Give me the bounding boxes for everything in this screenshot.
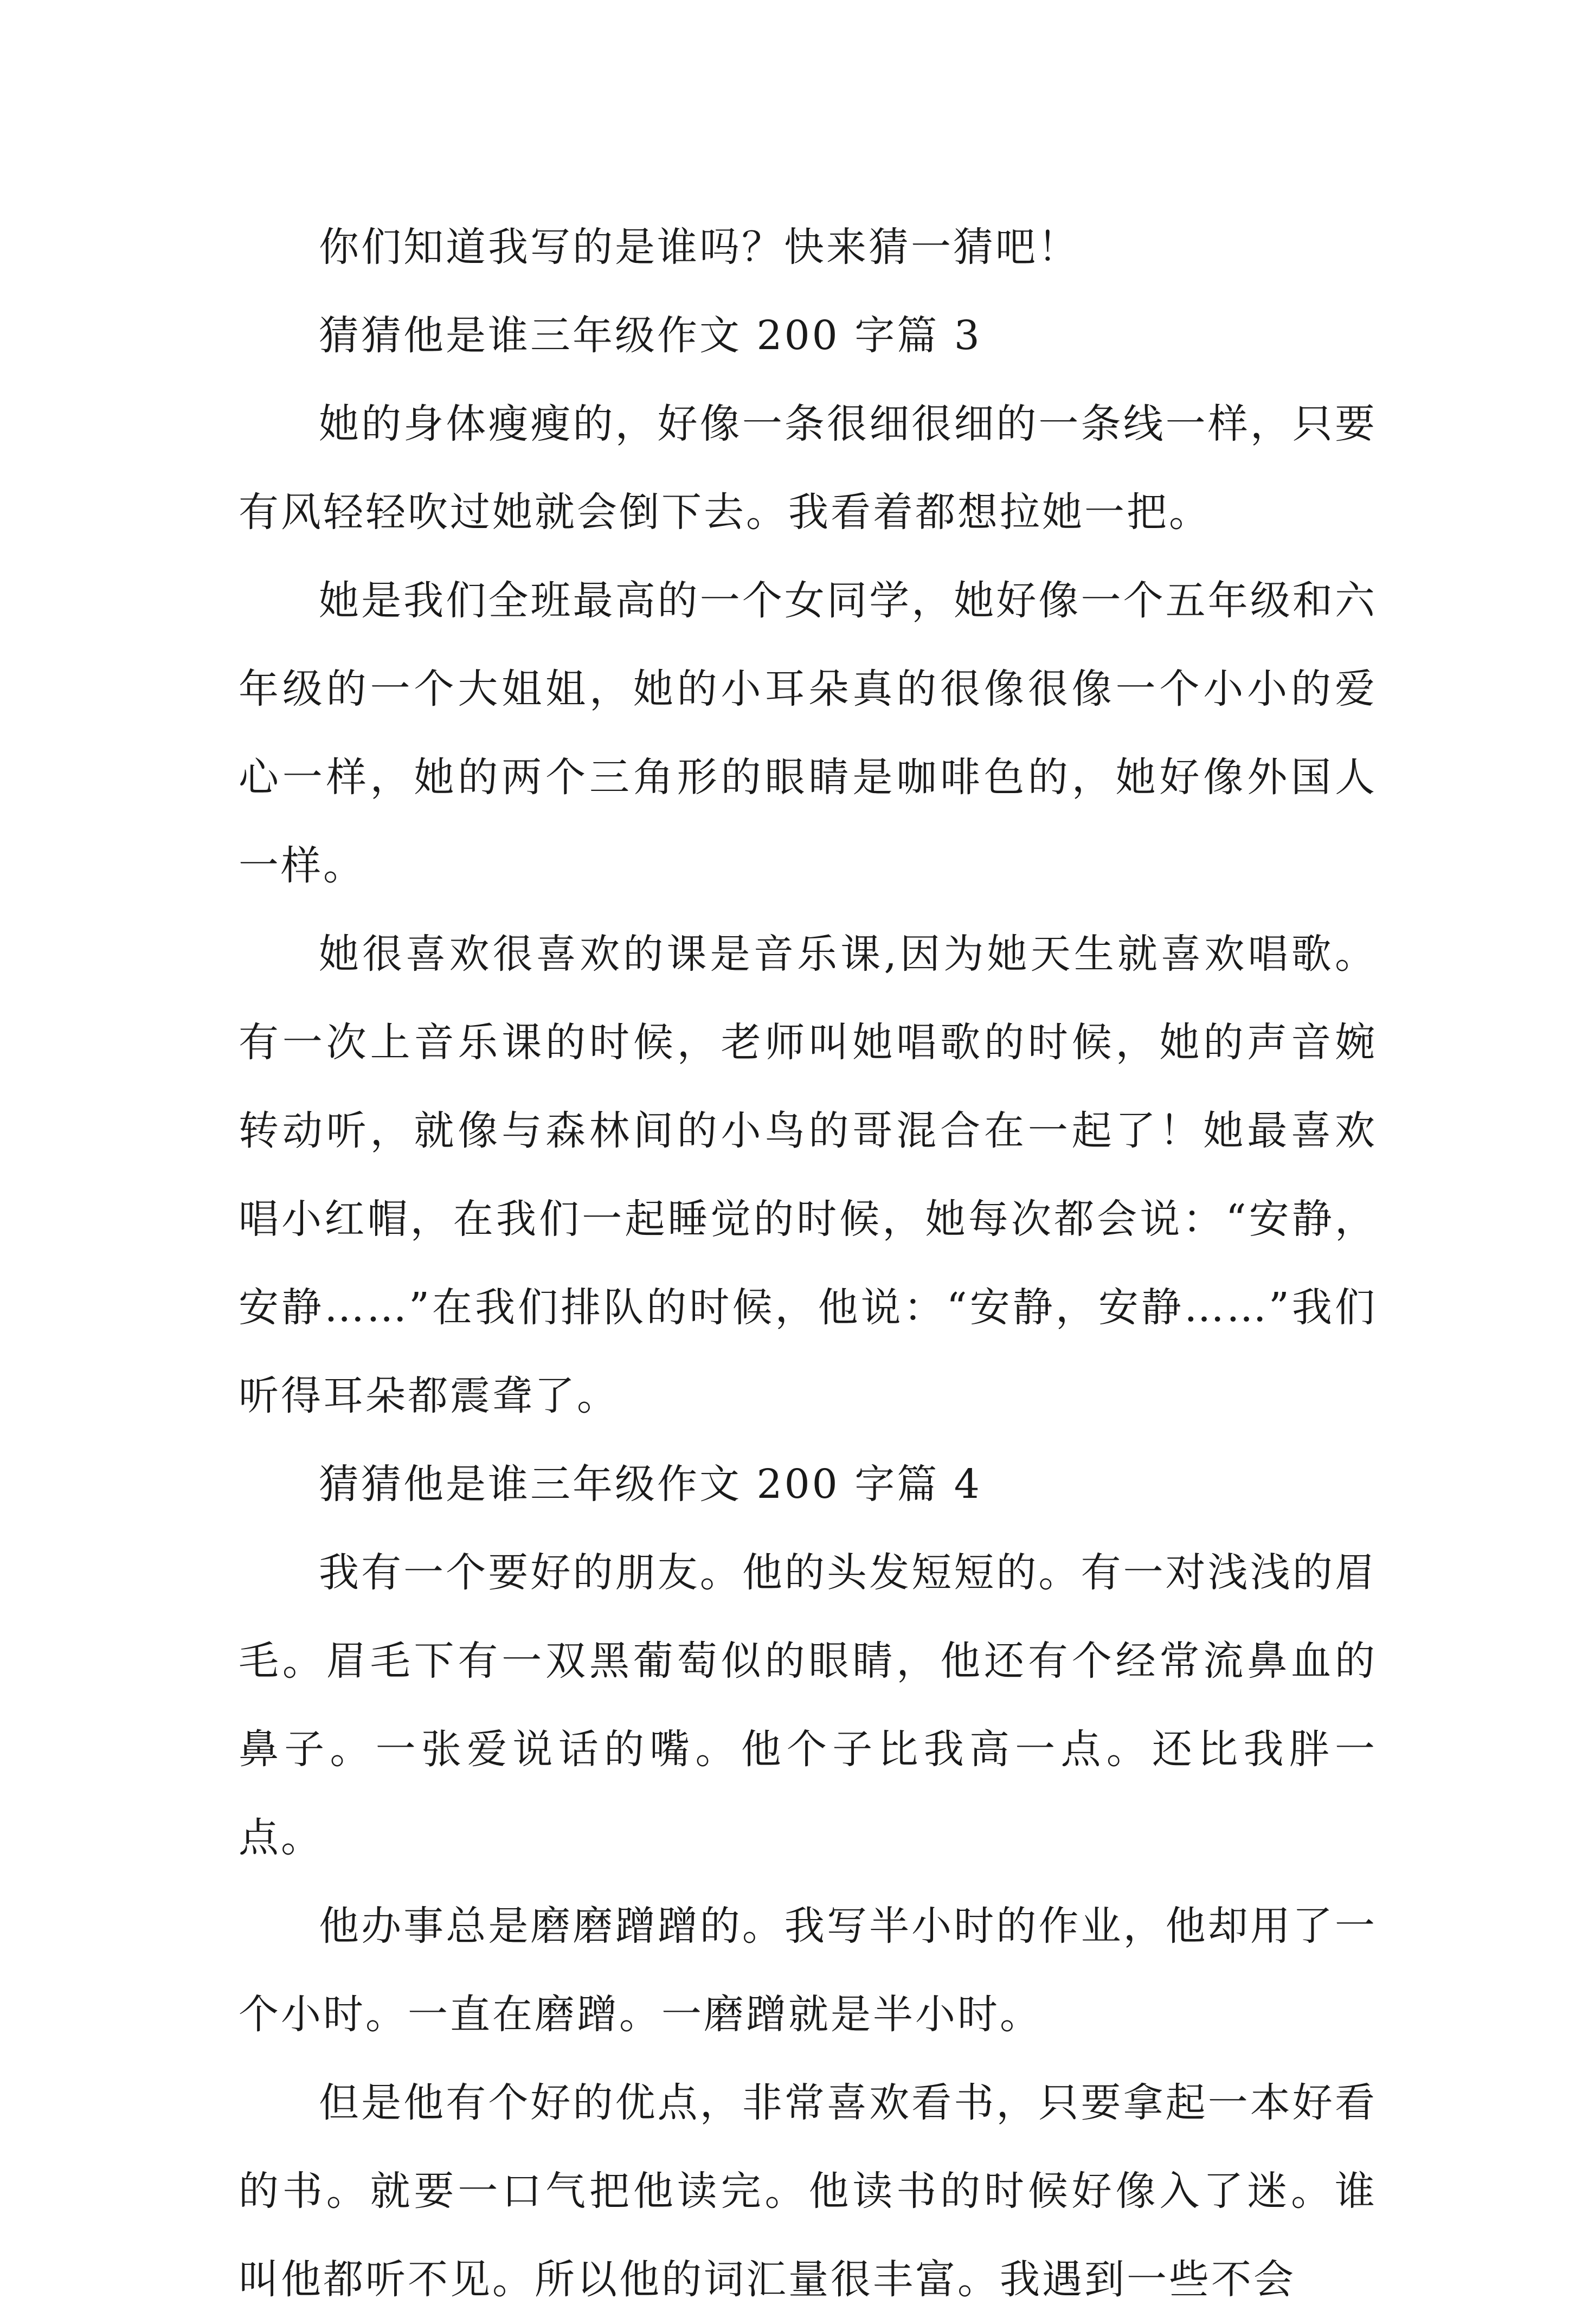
document-body [239,203,1377,2324]
paragraph-music-class: 她很喜欢很喜欢的课是音乐课,因为她天生就喜欢唱歌。有一次上音乐课的时候，老师叫她唱歌的时候，她的声音婉转动听，就像与森林间的小鸟的哥混合在一起了！她最喜欢唱小红帽，在我们一起睡觉的时候，她每次都会说：“安静，安静……”在我们排队的时候，他说：“安静，安静……”我们听得耳朵都震聋了。 [239,931,1377,1419]
paragraph-dawdling: 他办事总是磨磨蹭蹭的。我写半小时的作业，他却用了一个小时。一直在磨蹭。一磨蹭就是半小时。 [239,1903,1377,2038]
paragraph-intro-question: 你们知道我写的是谁吗？快来猜一猜吧！ [319,224,1080,271]
paragraph-thin-body: 她的身体瘦瘦的，好像一条很细很细的一条线一样，只要有风轻轻吹过她就会倒下去。我看着都想拉她一把。 [239,401,1377,536]
paragraph-loves-reading: 但是他有个好的优点，非常喜欢看书，只要拿起一本好看的书。就要一口气把他读完。他读书的时候好像入了迷。谁叫他都听不见。所以他的词汇量很丰富。我遇到一些不会 [239,2080,1377,2303]
paragraph-tallest-girl: 她是我们全班最高的一个女同学，她好像一个五年级和六年级的一个大姐姐，她的小耳朵真的很像很像一个小小的爱心一样，她的两个三角形的眼睛是咖啡色的，她好像外国人一样。 [239,577,1377,889]
paragraph-good-friend: 我有一个要好的朋友。他的头发短短的。有一对浅浅的眉毛。眉毛下有一双黑葡萄似的眼睛，他还有个经常流鼻血的鼻子。一张爱说话的嘴。他个子比我高一点。还比我胖一点。 [239,1549,1377,1861]
section-heading-3: 猜猜他是谁三年级作文 200 字篇 3 [319,312,982,359]
section-heading-4: 猜猜他是谁三年级作文 200 字篇 4 [319,1461,982,1508]
